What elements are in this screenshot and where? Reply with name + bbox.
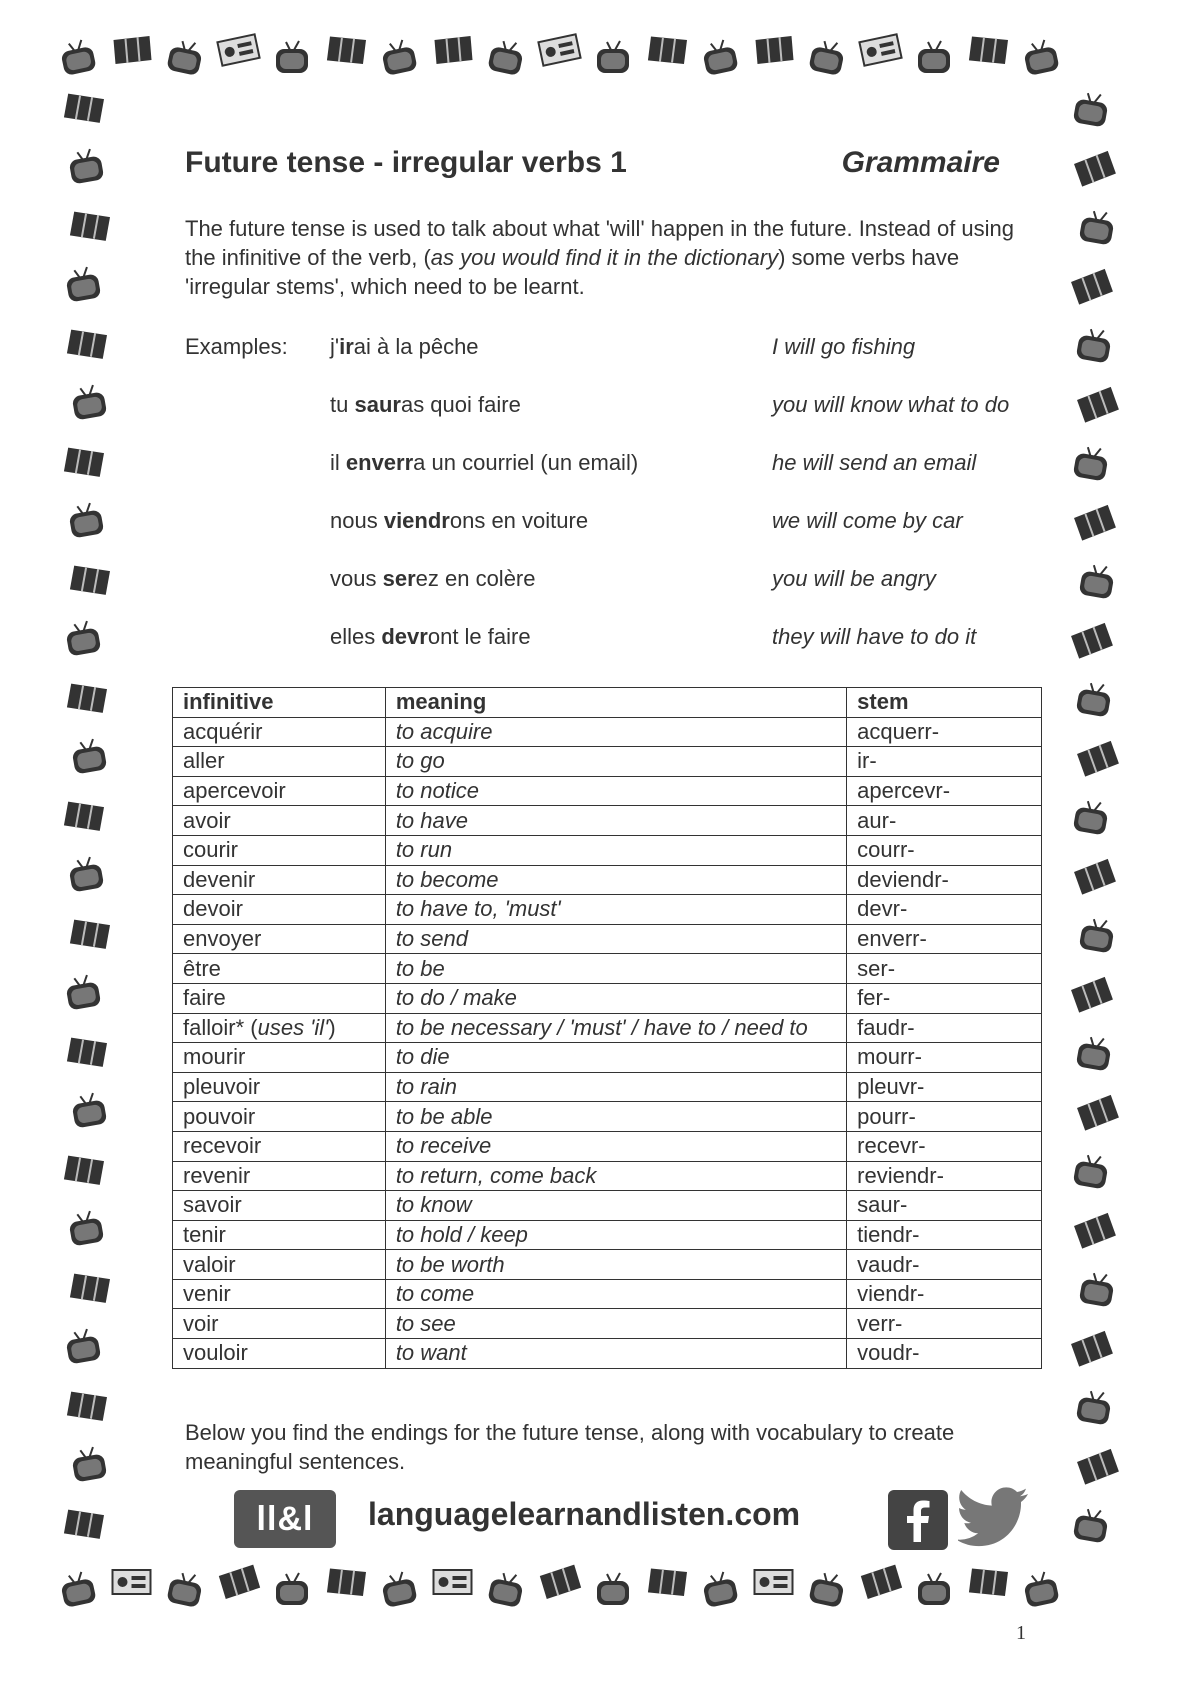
cell-stem: deviendr-: [847, 865, 1042, 895]
cell-stem: recevr-: [847, 1131, 1042, 1161]
flag-icon: [68, 562, 112, 599]
page-number: 1: [1016, 1622, 1026, 1644]
cell-infinitive: [173, 895, 386, 925]
example-fr-1: [330, 334, 479, 360]
table-row: [173, 1279, 1042, 1309]
flag-icon: [1073, 504, 1117, 541]
twitter-icon[interactable]: [958, 1486, 1030, 1552]
flag-icon: [68, 916, 112, 953]
flag-icon: [1070, 1330, 1114, 1367]
table-row: [173, 717, 1042, 747]
tv-icon: [1022, 1570, 1060, 1608]
cell-stem: acquerr-: [847, 717, 1042, 747]
tv-icon: [918, 1573, 950, 1605]
tv-icon: [1073, 1152, 1110, 1189]
cell-stem: tiendr-: [847, 1220, 1042, 1250]
ticket-icon: [434, 1570, 472, 1594]
example-stem: ser: [382, 566, 416, 591]
tv-icon: [166, 1570, 204, 1608]
cell-stem: devr-: [847, 895, 1042, 925]
tv-icon: [67, 855, 104, 892]
tv-icon: [1079, 1270, 1116, 1307]
tv-icon: [487, 38, 525, 76]
cell-infinitive: [173, 1102, 386, 1132]
example-en-4: we will come by car: [772, 508, 963, 533]
tv-icon: [67, 501, 104, 538]
cell-infinitive: [173, 747, 386, 777]
flag-icon: [1070, 976, 1114, 1013]
cell-stem: ser-: [847, 954, 1042, 984]
cell-meaning: to run: [385, 835, 846, 865]
table-row: [173, 1102, 1042, 1132]
example-post: ai à la pêche: [353, 334, 479, 359]
tv-icon: [70, 1091, 107, 1128]
example-stem: saur: [354, 392, 401, 417]
example-pre: elles: [330, 624, 382, 649]
example-fr-2: [330, 392, 521, 418]
tv-icon: [380, 1570, 418, 1608]
table-row: [173, 954, 1042, 984]
infinitive-text: falloir*: [183, 1014, 245, 1040]
cell-stem: apercevr-: [847, 776, 1042, 806]
ticket-icon: [859, 34, 901, 65]
flag-icon: [62, 1152, 106, 1189]
example-pre: j': [330, 334, 340, 359]
cell-meaning: to return, come back: [385, 1161, 846, 1191]
example-pre: tu: [330, 392, 355, 417]
flag-icon: [65, 326, 109, 363]
tv-icon: [1076, 1034, 1113, 1071]
infinitive-text: envoyer: [183, 926, 262, 952]
cell-stem: viendr-: [847, 1279, 1042, 1309]
infinitive-text: tenir: [183, 1221, 226, 1247]
table-row: [173, 1250, 1042, 1280]
example-fr-4: [330, 508, 588, 534]
table-row: [173, 747, 1042, 777]
flag-icon: [860, 1564, 903, 1599]
table-row: [173, 895, 1042, 925]
infinitive-text: savoir: [183, 1192, 242, 1218]
cell-infinitive: [173, 1072, 386, 1102]
flag-icon: [1070, 268, 1114, 305]
tv-icon: [67, 147, 104, 184]
cell-meaning: to die: [385, 1043, 846, 1073]
intro-part-1: The future tense is used to talk about what 'will' happen in the future. Instead of using the infinitive of the verb, (: [185, 216, 1015, 270]
tv-icon: [1073, 90, 1110, 127]
cell-meaning: to come: [385, 1279, 846, 1309]
example-en-3: he will send an email: [772, 450, 977, 475]
tv-icon: [1073, 444, 1110, 481]
tv-icon: [276, 41, 308, 73]
cell-infinitive: [173, 776, 386, 806]
flag-icon: [114, 36, 152, 64]
flag-icon: [65, 1388, 109, 1425]
example-stem: devr: [381, 624, 428, 649]
website-link[interactable]: languagelearnandlisten.com: [368, 1496, 801, 1532]
irregular-verbs-table: [172, 687, 1042, 1369]
cell-meaning: to have to, 'must': [385, 895, 846, 925]
header-infinitive: infinitive: [173, 688, 386, 718]
cell-meaning: to have: [385, 806, 846, 836]
table-row: [173, 1220, 1042, 1250]
table-row: [173, 1072, 1042, 1102]
infinitive-text: devenir: [183, 866, 256, 892]
tv-icon: [1079, 916, 1116, 953]
cell-meaning: to send: [385, 924, 846, 954]
infinitive-text: pleuvoir: [183, 1074, 261, 1100]
cell-stem: verr-: [847, 1309, 1042, 1339]
tv-icon: [597, 1573, 629, 1605]
tv-icon: [70, 737, 107, 774]
ticket-icon: [217, 34, 259, 65]
tv-icon: [701, 38, 739, 76]
table-row: [173, 835, 1042, 865]
brand-logo: ll&l: [234, 1490, 336, 1548]
cell-infinitive: [173, 1131, 386, 1161]
page-title: Future tense - irregular verbs 1: [185, 146, 627, 179]
falloir-note: uses 'il': [257, 1014, 329, 1040]
infinitive-text: acquérir: [183, 718, 263, 744]
cell-stem: mourr-: [847, 1043, 1042, 1073]
example-pre: il: [330, 450, 346, 475]
examples-label: Examples:: [185, 334, 288, 359]
example-en-5: you will be angry: [772, 566, 936, 591]
infinitive-text: être: [183, 955, 221, 981]
flag-icon: [325, 33, 368, 68]
flag-icon: [539, 1564, 582, 1599]
cell-infinitive: [173, 1250, 386, 1280]
infinitive-text: faire: [183, 985, 226, 1011]
infinitive-text: courir: [183, 837, 239, 863]
table-row: [173, 1131, 1042, 1161]
cell-infinitive: [173, 1220, 386, 1250]
cell-stem: voudr-: [847, 1339, 1042, 1369]
flag-icon: [68, 208, 112, 245]
infinitive-text: pouvoir: [183, 1103, 256, 1129]
cell-meaning: to go: [385, 747, 846, 777]
tv-icon: [1022, 38, 1060, 76]
tv-icon: [64, 973, 101, 1010]
example-pre: vous: [330, 566, 383, 591]
example-stem: ir: [339, 334, 354, 359]
table-row: [173, 806, 1042, 836]
tv-icon: [701, 1570, 739, 1608]
cell-infinitive: [173, 1013, 386, 1043]
flag-icon: [1073, 1212, 1117, 1249]
infinitive-text: vouloir: [183, 1340, 248, 1366]
flag-icon: [218, 1564, 261, 1599]
cell-stem: pourr-: [847, 1102, 1042, 1132]
tv-icon: [64, 619, 101, 656]
cell-meaning: to be worth: [385, 1250, 846, 1280]
example-post: ont le faire: [427, 624, 531, 649]
flag-icon: [1076, 1094, 1120, 1131]
cell-infinitive: [173, 1279, 386, 1309]
example-post: ez en colère: [415, 566, 536, 591]
outro-paragraph: Below you find the endings for the future tense, along with vocabulary to create meaningful sentences.: [185, 1420, 955, 1474]
table-row: [173, 1161, 1042, 1191]
table-row: [173, 776, 1042, 806]
header-stem: stem: [847, 688, 1042, 718]
tv-icon: [1073, 1506, 1110, 1543]
example-post: ons en voiture: [449, 508, 589, 533]
cell-meaning: to see: [385, 1309, 846, 1339]
example-fr-5: [330, 566, 536, 592]
example-post: as quoi faire: [400, 392, 521, 417]
cell-stem: reviendr-: [847, 1161, 1042, 1191]
flag-icon: [1076, 1448, 1120, 1485]
tv-icon: [166, 38, 204, 76]
cell-infinitive: [173, 1043, 386, 1073]
table-row: [173, 1013, 1042, 1043]
example-pre: nous: [330, 508, 384, 533]
example-stem: enverr: [345, 450, 414, 475]
infinitive-text: venir: [183, 1281, 231, 1307]
cell-stem: courr-: [847, 835, 1042, 865]
tv-icon: [1076, 680, 1113, 717]
tv-icon: [64, 1327, 101, 1364]
cell-infinitive: [173, 1161, 386, 1191]
example-fr-6: [330, 624, 531, 650]
flag-icon: [435, 36, 473, 64]
infinitive-text: revenir: [183, 1162, 251, 1188]
infinitive-text: aller: [183, 748, 225, 774]
tv-icon: [276, 1573, 308, 1605]
cell-infinitive: [173, 1339, 386, 1369]
tv-icon: [487, 1570, 525, 1608]
example-en-6: they will have to do it: [772, 624, 977, 649]
intro-paragraph: [185, 214, 1045, 301]
infinitive-text: mourir: [183, 1044, 246, 1070]
category-label: Grammaire: [841, 146, 1000, 179]
cell-stem: enverr-: [847, 924, 1042, 954]
tv-icon: [64, 265, 101, 302]
flag-icon: [967, 1565, 1010, 1600]
ticket-icon: [755, 1570, 793, 1594]
note-close: ): [328, 1014, 336, 1040]
cell-meaning: to be necessary / 'must' / have to / need to: [385, 1013, 846, 1043]
flag-icon: [62, 798, 106, 835]
intro-part-2: as you would find it in the dictionary: [430, 245, 779, 270]
cell-stem: vaudr-: [847, 1250, 1042, 1280]
cell-infinitive: [173, 865, 386, 895]
table-header-row: [173, 688, 1042, 718]
tv-icon: [59, 38, 97, 76]
cell-infinitive: [173, 1191, 386, 1221]
ticket-icon: [113, 1570, 151, 1594]
tv-icon: [597, 41, 629, 73]
flag-icon: [646, 33, 689, 68]
infinitive-text: apercevoir: [183, 778, 286, 804]
flag-icon: [1073, 150, 1117, 187]
tv-icon: [70, 383, 107, 420]
tv-icon: [808, 38, 846, 76]
infinitive-text: devoir: [183, 896, 243, 922]
cell-meaning: to know: [385, 1191, 846, 1221]
flag-icon: [1073, 858, 1117, 895]
flag-icon: [1070, 622, 1114, 659]
cell-meaning: to be able: [385, 1102, 846, 1132]
table-row: [173, 1309, 1042, 1339]
tv-icon: [1076, 1388, 1113, 1425]
flag-icon: [62, 444, 106, 481]
cell-meaning: to rain: [385, 1072, 846, 1102]
cell-infinitive: [173, 835, 386, 865]
tv-icon: [1079, 562, 1116, 599]
cell-stem: aur-: [847, 806, 1042, 836]
cell-meaning: to receive: [385, 1131, 846, 1161]
table-row: [173, 1043, 1042, 1073]
facebook-icon[interactable]: [888, 1490, 948, 1550]
infinitive-text: recevoir: [183, 1133, 262, 1159]
flag-icon: [1076, 740, 1120, 777]
table-row: [173, 983, 1042, 1013]
header-meaning: meaning: [385, 688, 846, 718]
tv-icon: [808, 1570, 846, 1608]
flag-icon: [646, 1565, 689, 1600]
flag-icon: [68, 1270, 112, 1307]
cell-infinitive: [173, 983, 386, 1013]
tv-icon: [59, 1570, 97, 1608]
flag-icon: [65, 1034, 109, 1071]
cell-infinitive: [173, 806, 386, 836]
infinitive-text: voir: [183, 1310, 219, 1336]
cell-meaning: to want: [385, 1339, 846, 1369]
cell-meaning: to be: [385, 954, 846, 984]
cell-stem: faudr-: [847, 1013, 1042, 1043]
cell-infinitive: [173, 717, 386, 747]
flag-icon: [325, 1565, 368, 1600]
flag-icon: [756, 36, 794, 64]
tv-icon: [380, 38, 418, 76]
cell-infinitive: [173, 954, 386, 984]
cell-infinitive: [173, 1309, 386, 1339]
cell-meaning: to acquire: [385, 717, 846, 747]
cell-stem: pleuvr-: [847, 1072, 1042, 1102]
cell-infinitive: [173, 924, 386, 954]
example-fr-3: [330, 450, 638, 476]
infinitive-text: avoir: [183, 807, 231, 833]
intro-part-3: ) some verbs have 'irregular stems', which need to be learnt.: [185, 245, 960, 299]
flag-icon: [1076, 386, 1120, 423]
tv-icon: [67, 1209, 104, 1246]
cell-meaning: to hold / keep: [385, 1220, 846, 1250]
flag-icon: [967, 33, 1010, 68]
example-stem: viendr: [383, 508, 450, 533]
table-row: [173, 1339, 1042, 1369]
example-en-2: you will know what to do: [772, 392, 1010, 417]
note-open: (: [244, 1014, 258, 1040]
infinitive-text: valoir: [183, 1251, 236, 1277]
table-row: [173, 924, 1042, 954]
tv-icon: [918, 41, 950, 73]
flag-icon: [62, 1506, 106, 1543]
tv-icon: [1076, 326, 1113, 363]
ticket-icon: [538, 34, 580, 65]
cell-stem: saur-: [847, 1191, 1042, 1221]
flag-icon: [65, 680, 109, 717]
example-post: a un courriel (un email): [413, 450, 639, 475]
cell-meaning: to do / make: [385, 983, 846, 1013]
table-row: [173, 865, 1042, 895]
example-en-1: I will go fishing: [772, 334, 916, 359]
tv-icon: [1073, 798, 1110, 835]
tv-icon: [70, 1445, 107, 1482]
cell-stem: fer-: [847, 983, 1042, 1013]
cell-stem: ir-: [847, 747, 1042, 777]
cell-meaning: to notice: [385, 776, 846, 806]
flag-icon: [62, 90, 106, 127]
cell-meaning: to become: [385, 865, 846, 895]
tv-icon: [1079, 208, 1116, 245]
table-row: [173, 1191, 1042, 1221]
